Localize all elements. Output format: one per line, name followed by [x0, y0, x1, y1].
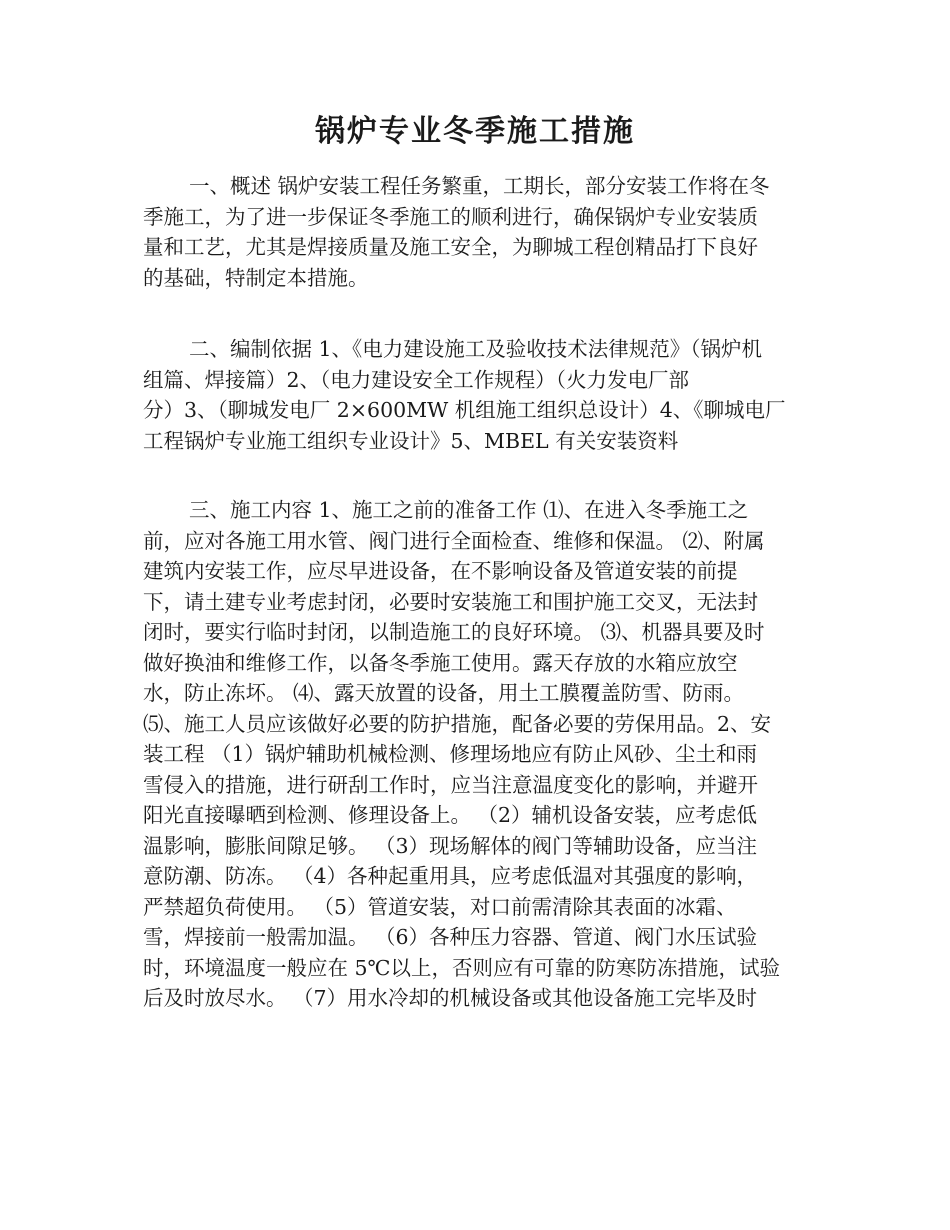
paragraph-basis: [143, 334, 811, 456]
text-line: 意防潮、防冻。 （4）各种起重用具，应考虑低温对其强度的影响，: [143, 864, 758, 888]
text-line: 一、概述 锅炉安装工程任务繁重，工期长，部分安装工作将在冬: [189, 174, 770, 198]
text-line: 严禁超负荷使用。 （5）管道安装，对口前需清除其表面的冰霜、: [143, 894, 737, 919]
text-line: 温影响，膨胀间隙足够。 （3）现场解体的阀门等辅助设备，应当注: [143, 833, 758, 858]
text-line: 三、施工内容 1、施工之前的准备工作 ⑴、在进入冬季施工之: [189, 498, 749, 522]
text-line: 建筑内安装工作，应尽早进设备，在不影响设备及管道安装的前提: [143, 559, 738, 583]
text-line: 分）3、（聊城发电厂 2×600MW 机组施工组织总设计）4、《聊城电厂: [143, 398, 786, 422]
text-line: 装工程 （1）锅炉辅助机械检测、修理场地应有防止风砂、尘土和雨: [143, 742, 758, 766]
text-line: ⑸、施工人员应该做好必要的防护措施，配备必要的劳保用品。2、安: [143, 711, 772, 736]
text-line: 量和工艺，尤其是焊接质量及施工安全，为聊城工程创精品打下良好: [143, 235, 758, 259]
text-line: 组篇、焊接篇）2、（电力建设安全工作规程）（火力发电厂部: [143, 367, 690, 392]
text-line: 前，应对各施工用水管、阀门进行全面检查、维修和保温。 ⑵、附属: [143, 528, 765, 553]
text-line: 的基础，特制定本措施。: [143, 265, 369, 290]
text-line: 时，环境温度一般应在 5℃以上，否则应有可靠的防寒防冻措施，试验: [143, 955, 780, 980]
text-line: 阳光直接曝晒到检测、修理设备上。 （2）辅机设备安装，应考虑低: [143, 803, 758, 827]
text-line: 后及时放尽水。 （7）用水冷却的机械设备或其他设备施工完毕及时: [143, 986, 758, 1010]
text-line: 雪侵入的措施，进行研刮工作时，应当注意温度变化的影响，并避开: [143, 772, 758, 797]
text-line: 雪，焊接前一般需加温。 （6）各种压力容器、管道、阀门水压试验: [143, 925, 758, 949]
paragraph-overview: [143, 171, 811, 293]
document-title: 锅炉专业冬季施工措施: [315, 114, 635, 149]
text-line: 做好换油和维修工作，以备冬季施工使用。露天存放的水箱应放空: [143, 650, 738, 675]
text-line: 闭时，要实行临时封闭，以制造施工的良好环境。 ⑶、机器具要及时: [143, 620, 765, 644]
text-line: 下，请土建专业考虑封闭，必要时安装施工和围护施工交叉，无法封: [143, 589, 758, 614]
text-line: 季施工，为了进一步保证冬季施工的顺利进行，确保锅炉专业安装质: [143, 204, 758, 229]
paragraph-construction: [143, 495, 811, 1014]
text-line: 二、编制依据 1、《电力建设施工及验收技术法律规范》（锅炉机: [189, 337, 763, 361]
text-line: 工程锅炉专业施工组织专业设计》5、MBEL 有关安装资料: [143, 428, 679, 453]
text-line: 水，防止冻坏。 ⑷、露天放置的设备，用土工膜覆盖防雪、防雨。: [143, 681, 745, 705]
